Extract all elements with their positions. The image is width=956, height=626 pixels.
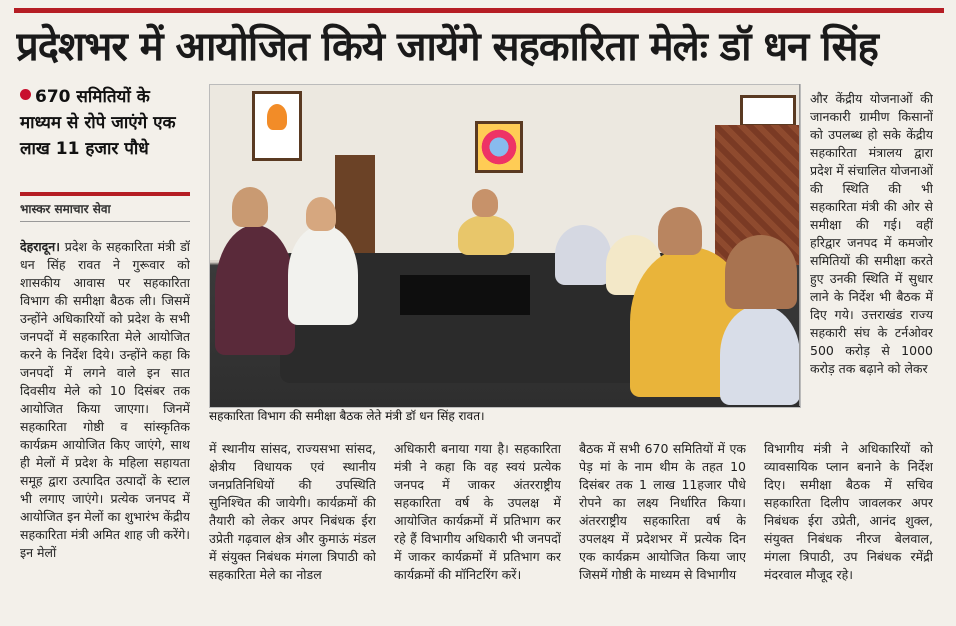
- article-column-1: [20, 238, 190, 616]
- article-column-5-bottom: विभागीय मंत्री ने अधिकारियों को व्यावसायिक प्लान बनाने के निर्देश दिए। समीक्षा बैठक में सचिव सहकारिता दिलीप जावलकर अपर निबंधक ईरा उप्रेती, आनंद शुक्ल, संयुक्त निबंधक नीरज बेलवाल, मंगला त्रिपाठी, उप निबंधक रमेंद्री मंदरवाल मौजूद रहे।: [764, 441, 933, 582]
- photo-caption: सहकारिता विभाग की समीक्षा बैठक लेते मंत्री डॉ धन सिंह रावत।: [209, 409, 485, 423]
- person-3: [555, 225, 611, 285]
- person-1: [215, 225, 295, 355]
- subhead-box: [20, 84, 190, 162]
- article-column-4: बैठक में सभी 670 समितियों में एक पेड़ मां के नाम थीम के तहत 10 दिसंबर तक 1 लाख 11हजार पौधे रोपने का लक्ष्य निर्धारित किया। अंतरराष्ट्रीय सहकारिता वर्ष के उपलक्ष्य में प्रदेशभर में प्रत्येक दिन एक कार्यक्रम आयोजित किया जाए जिसमें गोष्ठी के माध्यम से विभागीय: [579, 441, 746, 582]
- top-red-rule: [14, 8, 944, 13]
- subhead: 670 समितियों के माध्यम से रोपे जाएंगे एक लाख 11 हजार पौधे: [20, 87, 176, 159]
- person-minister: [458, 215, 514, 255]
- headline: प्रदेशभर में आयोजित किये जायेंगे सहकारिता मेलेः डॉ धन सिंह: [16, 24, 878, 70]
- art-frame: [475, 121, 523, 173]
- byline: भास्कर समाचार सेवा: [20, 200, 190, 222]
- person-2: [288, 225, 358, 325]
- article-column-2: में स्थानीय सांसद, राज्यसभा सांसद, क्षेत्रीय विधायक एवं स्थानीय जनप्रतिनिधियों की उपस्थिति सुनिश्चित की जायेगी। कार्यक्रमों की तैयारी को लेकर अपर निबंधक ईरा उप्रेती गढ़वाल क्षेत्र और कुमाऊं मंडल में संयुक्त निबंधक मंगला त्रिपाठी को सहकारिता मेले का नोडल: [209, 441, 376, 582]
- portrait-frame: [740, 95, 796, 127]
- bullet-icon: [20, 89, 31, 100]
- dateline: देहरादून।: [20, 239, 60, 254]
- person-6: [720, 305, 800, 405]
- column-1-text: प्रदेश के सहकारिता मंत्री डॉ धन सिंह रावत ने गुरूवार को शासकीय आवास पर सहकारिता विभाग की समीक्षा बैठक ली। जिसमें उन्होंने अधिकारियों को प्रदेश के सभी जनपदों में सहकारिता मेले आयोजित करने के निर्देश दिये। उन्होंने कहा कि जनपदों में लगने वाले इन सात दिवसीय मेले को 10 दिसंबर तक आयोजित किया जाएगा। जिनमें सहकारिता गोष्ठी व सांस्कृतिक कार्यक्रम आयोजित किए जाएंगे, साथ ही मेलों में प्रदेश के महिला सहायता समूह द्वारा उत्पादित उत्पादों के स्टाल भी लगाए जाएंगे। प्रत्येक जनपद में आयोजित इन मेलों का शुभारंभ केंद्रीय सहकारिता मंत्री अमित शाह जी करेंगे। इन मेलों: [20, 239, 190, 560]
- subhead-rule: [20, 192, 190, 196]
- meeting-photo: [209, 84, 801, 408]
- article-column-5-top: और केंद्रीय योजनाओं की जानकारी ग्रामीण किसानों को उपलब्ध हो सके केंद्रीय सहकारिता मंत्रालय द्वारा प्रदेश में संचालित योजनाओं की स्थिति की भी सहकारिता मंत्री की ओर से समीक्षा की गई। वहीं हरिद्वार जनपद में कमजोर समितियों की समीक्षा करते हुए उनकी स्थिति में सुधार लाने के निर्देश भी बैठक में दिए गये। उत्तराखंड राज्य सहकारी संघ के टर्नओवर 500 करोड़ से 1000 करोड़ तक बढ़ाने को लेकर: [810, 91, 933, 376]
- party-logo-frame: [252, 91, 302, 161]
- article-column-3: अधिकारी बनाया गया है। सहकारिता मंत्री ने कहा कि वह स्वयं प्रत्येक जनपद में जाकर अंतरराष्ट्रीय सहकारिता वर्ष के उपलक्ष में आयोजित कार्यक्रमों में प्रतिभाग कर रहे हैं विभागीय अधिकारी भी जनपदों में जाकर कार्यक्रमों में प्रतिभाग कर कार्यक्रमों की मॉनिटरिंग करें।: [394, 441, 561, 582]
